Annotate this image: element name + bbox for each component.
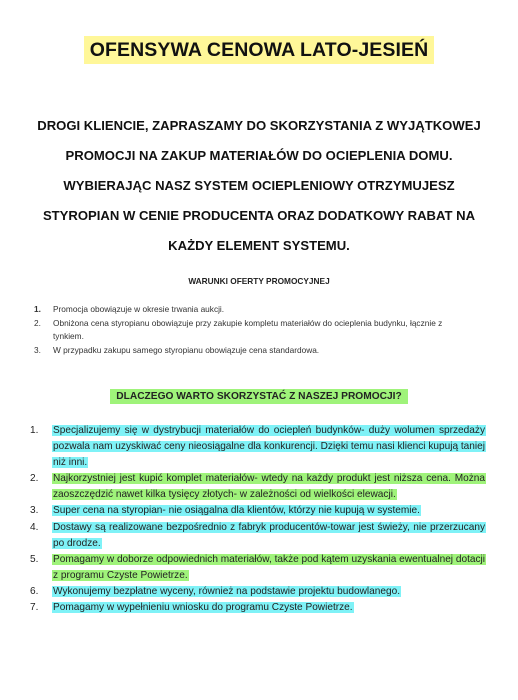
reasons-item-text: Super cena na styropian- nie osiągalna dla klientów, którzy nie kupują w systemie. bbox=[53, 505, 420, 517]
intro-paragraph: DROGI KLIENCIE, ZAPRASZAMY DO SKORZYSTANIA Z WYJĄTKOWEJ PROMOCJI NA ZAKUP MATERIAŁÓW DO OCIEPLENIA DOMU. WYBIERAJĄC NASZ SYSTEM OCIEPLENIOWY OTRZYMUJESZ STYROPIAN W CENIE PRODUCENTA ORAZ DODATKOWY RABAT NA KAŻDY ELEMENT SYSTEMU. bbox=[37, 118, 481, 253]
reasons-item-number: 3. bbox=[30, 505, 39, 517]
conditions-item-number: 1. bbox=[34, 304, 41, 314]
reasons-item bbox=[30, 520, 486, 552]
why-heading-container bbox=[0, 386, 518, 404]
reasons-item-number: 7. bbox=[30, 602, 39, 614]
title-container bbox=[0, 36, 518, 64]
reasons-item-number: 1. bbox=[30, 425, 39, 436]
reasons-item bbox=[30, 423, 486, 471]
conditions-heading: WARUNKI OFERTY PROMOCYJNEJ bbox=[188, 276, 330, 286]
reasons-item-text: Pomagamy w wypełnieniu wniosku do programu Czyste Powietrze. bbox=[53, 602, 353, 614]
reasons-item bbox=[30, 471, 486, 503]
conditions-item-number: 3. bbox=[34, 344, 41, 355]
conditions-item-text: W przypadku zakupu samego styropianu obowiązuje cena standardowa. bbox=[53, 344, 320, 355]
document-title: OFENSYWA CENOWA LATO-JESIEŃ bbox=[84, 36, 435, 64]
reasons-item-number: 4. bbox=[30, 521, 39, 533]
reasons-item bbox=[30, 584, 486, 600]
conditions-item-text: Obniżona cena styropianu obowiązuje przy zakupie kompletu materiałów do ocieplenia budynku, łącznie z tynkiem. bbox=[53, 317, 443, 341]
reasons-item-number: 2. bbox=[30, 473, 39, 485]
conditions-item bbox=[34, 303, 474, 317]
conditions-item-text: Promocja obowiązuje w okresie trwania aukcji. bbox=[53, 304, 225, 314]
conditions-item-number: 2. bbox=[34, 317, 41, 328]
reasons-item-text: Najkorzystniej jest kupić komplet materiałów- wtedy na każdy produkt jest niższa cena. Można zaoszczędzić nawet kilka tysięcy złotych- w zależności od wielkości elewacji. bbox=[53, 473, 485, 501]
reasons-item-text: Dostawy są realizowane bezpośrednio z fabryk producentów-towar jest świeży, nie przerzucany po drodze. bbox=[53, 521, 485, 549]
reasons-item-text: Wykonujemy bezpłatne wyceny, również na podstawie projektu budowlanego. bbox=[53, 585, 401, 597]
reasons-item-number: 5. bbox=[30, 553, 39, 565]
reasons-item bbox=[30, 600, 486, 616]
why-heading: DLACZEGO WARTO SKORZYSTAĆ Z NASZEJ PROMOCJI? bbox=[110, 389, 407, 404]
reasons-item-text: Pomagamy w doborze odpowiednich materiałów, także pod kątem uzyskania ewentualnej dotacji z programu Czyste Powietrze. bbox=[53, 553, 486, 581]
conditions-item bbox=[34, 344, 474, 358]
conditions-item bbox=[34, 317, 474, 344]
reasons-item bbox=[30, 552, 486, 584]
reasons-list bbox=[30, 423, 486, 616]
reasons-item bbox=[30, 503, 486, 519]
reasons-item-number: 6. bbox=[30, 585, 39, 597]
reasons-item-text: Specjalizujemy się w dystrybucji materiałów do ociepleń budynków- duży wolumen sprzedaży pozwala nam uzyskiwać ceny nieosiągalne dla konkurencji. Dzięki temu nasi klienci kupują taniej niż inni. bbox=[53, 425, 486, 469]
conditions-list bbox=[34, 303, 474, 357]
